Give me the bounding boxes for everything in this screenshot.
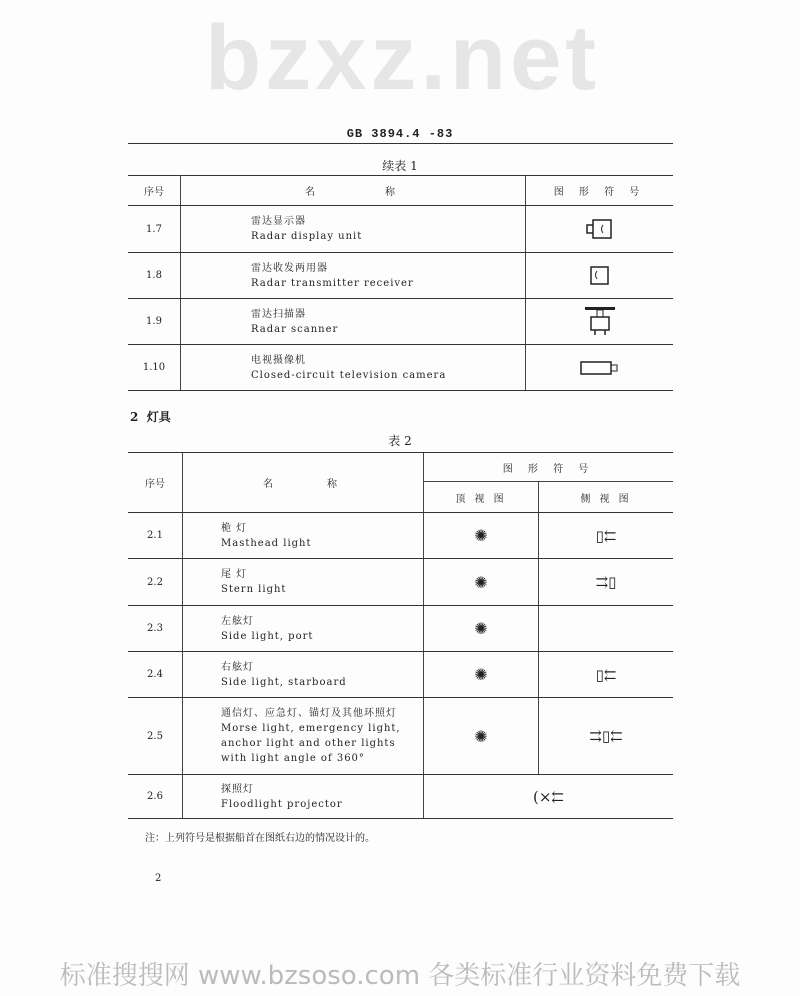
table-row [128,652,673,698]
masthead-top-symbol-icon: ✺ [424,513,539,559]
name-zh: 雷达显示器 [251,216,306,227]
table-row [128,698,673,775]
name-en: with light angle of 360° [221,753,365,764]
header-no: 序号 [128,176,181,206]
name-en: anchor light and other lights [221,738,396,749]
allround-side-symbol-icon: ⇉▯⇇ [539,698,674,775]
table-1 [128,175,673,391]
row-no: 2.4 [128,652,183,698]
divider [128,143,673,144]
row-no: 1.9 [128,299,181,345]
table2-caption: 表 2 [388,434,412,448]
name-en: Radar transmitter receiver [251,277,414,289]
row-no: 2.3 [128,606,183,652]
header-name: 名 称 [183,453,424,513]
table-row [128,606,673,652]
table1-caption: 续表 1 [382,159,418,173]
name-zh: 左舷灯 [221,615,254,627]
section-title: 灯具 [146,410,171,424]
row-no: 2.5 [128,698,183,775]
header-symbol: 图 形 符 号 [526,176,674,206]
row-no: 2.2 [128,559,183,606]
section-heading [130,408,171,425]
floodlight-symbol-icon: (×⇇ [424,775,674,819]
name-zh: 桅 灯 [221,522,248,534]
table-row [128,775,673,819]
name-en: Stern light [221,584,287,595]
name-en: Side light, starboard [221,676,347,688]
page-number: 2 [155,873,162,884]
stern-top-symbol-icon: ✺ [424,559,539,606]
name-zh: 雷达收发两用器 [251,262,328,274]
starboard-top-symbol-icon: ✺ [424,652,539,698]
radar-transceiver-symbol-icon [589,265,611,287]
table-row [128,299,673,345]
header-side-view: 侧 视 图 [539,482,674,513]
name-zh: 尾 灯 [221,569,248,580]
table-row [128,206,673,253]
row-no: 2.6 [128,775,183,819]
table-row [128,559,673,606]
header-name: 名 称 [181,176,526,206]
name-zh: 探照灯 [221,783,254,795]
header-symbol: 图 形 符 号 [424,453,674,482]
masthead-side-symbol-icon: ▯⇇ [539,513,674,559]
name-en: Floodlight projector [221,798,343,810]
table-2 [128,452,673,819]
watermark: bzxz.net [205,7,600,109]
name-zh: 雷达扫描器 [251,308,306,320]
table-row [128,253,673,299]
name-en: Closed-circuit television camera [251,369,447,381]
row-no: 1.7 [128,206,181,253]
camera-symbol-icon [579,360,621,376]
name-en: Morse light, emergency light, [221,723,401,734]
radar-scanner-symbol-icon [583,305,617,339]
footnote: 注：上列符号是根据船首在图纸右边的情况设计的。 [145,833,375,844]
row-no: 1.10 [128,345,181,391]
header-top-view: 顶 视 图 [424,482,539,513]
name-zh: 右舷灯 [221,661,254,673]
radar-display-symbol-icon [583,218,617,240]
name-zh: 电视摄像机 [251,354,306,366]
table-row [128,513,673,559]
name-en: Masthead light [221,537,312,549]
allround-top-symbol-icon: ✺ [424,698,539,775]
name-en: Side light, port [221,630,314,642]
starboard-side-symbol-icon: ▯⇇ [539,652,674,698]
section-number: 2 [130,410,139,424]
row-no: 2.1 [128,513,183,559]
name-en: Radar scanner [251,323,339,335]
name-zh: 通信灯、应急灯、锚灯及其他环照灯 [221,708,397,719]
row-no: 1.8 [128,253,181,299]
footer-watermark: 标准搜搜网 www.bzsoso.com 各类标准行业资料免费下载 [59,961,741,991]
name-en: Radar display unit [251,231,363,242]
table-row [128,345,673,391]
stern-side-symbol-icon: ⇉▯ [539,559,674,606]
port-top-symbol-icon: ✺ [424,606,539,652]
header-no: 序号 [128,453,183,513]
standard-number: GB 3894.4 -83 [346,127,454,141]
